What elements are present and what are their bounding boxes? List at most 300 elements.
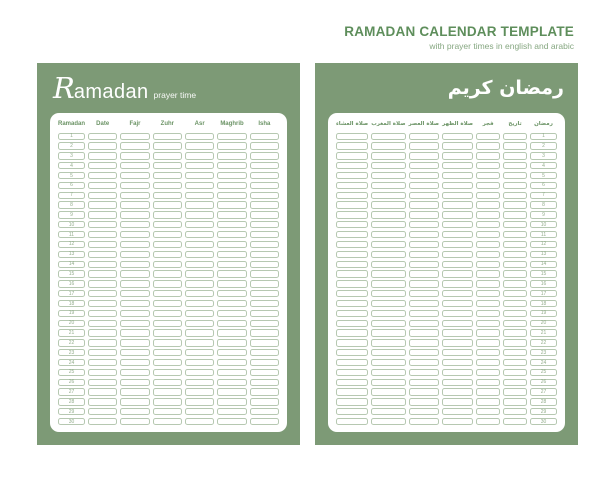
empty-time-cell: [250, 142, 279, 149]
empty-time-cell: [442, 162, 473, 169]
empty-time-cell: [442, 142, 473, 149]
empty-time-cell: [476, 310, 500, 317]
empty-time-cell: [153, 201, 182, 208]
empty-time-cell: [371, 182, 405, 189]
day-number-cell: 13: [530, 251, 557, 258]
empty-time-cell: [442, 133, 473, 140]
empty-time-cell: [185, 388, 214, 395]
empty-time-cell: [503, 261, 527, 268]
empty-time-cell: [250, 133, 279, 140]
empty-time-cell: [217, 142, 246, 149]
column-header: فجر: [482, 121, 494, 127]
empty-time-cell: [153, 369, 182, 376]
empty-time-cell: [153, 241, 182, 248]
empty-time-cell: [217, 133, 246, 140]
empty-time-cell: [409, 162, 440, 169]
empty-time-cell: [503, 300, 527, 307]
empty-time-cell: [476, 192, 500, 199]
empty-time-cell: [153, 349, 182, 356]
empty-time-cell: [371, 300, 405, 307]
empty-time-cell: [153, 398, 182, 405]
page-header: [344, 24, 574, 51]
empty-time-cell: [476, 398, 500, 405]
day-number-cell: 15: [530, 270, 557, 277]
empty-time-cell: [250, 182, 279, 189]
english-page-title: [53, 71, 197, 105]
empty-time-cell: [371, 349, 405, 356]
empty-time-cell: [153, 133, 182, 140]
empty-time-cell: [476, 349, 500, 356]
empty-time-cell: [185, 270, 214, 277]
day-number-cell: 6: [530, 182, 557, 189]
empty-time-cell: [153, 142, 182, 149]
empty-time-cell: [88, 251, 117, 258]
column-header: صلاة العشاء: [336, 121, 369, 127]
empty-time-cell: [88, 142, 117, 149]
day-number-cell: 12: [58, 241, 85, 248]
day-number-cell: 27: [530, 388, 557, 395]
empty-time-cell: [88, 182, 117, 189]
empty-time-cell: [88, 133, 117, 140]
empty-time-cell: [503, 359, 527, 366]
empty-time-cell: [476, 379, 500, 386]
empty-time-cell: [409, 339, 440, 346]
empty-time-cell: [442, 221, 473, 228]
empty-time-cell: [503, 398, 527, 405]
empty-time-cell: [217, 339, 246, 346]
day-number-cell: 26: [530, 379, 557, 386]
empty-time-cell: [371, 418, 405, 425]
day-number-cell: 1: [58, 133, 85, 140]
empty-time-cell: [185, 221, 214, 228]
empty-time-cell: [185, 339, 214, 346]
day-number-cell: 21: [530, 329, 557, 336]
day-number-cell: 2: [58, 142, 85, 149]
day-number-cell: 12: [530, 241, 557, 248]
empty-time-cell: [153, 379, 182, 386]
empty-time-cell: [442, 290, 473, 297]
empty-time-cell: [476, 369, 500, 376]
day-number-cell: 25: [530, 369, 557, 376]
empty-time-cell: [120, 349, 149, 356]
empty-time-cell: [371, 369, 405, 376]
empty-time-cell: [88, 379, 117, 386]
empty-time-cell: [120, 201, 149, 208]
title-rest: amadan: [73, 81, 149, 103]
empty-time-cell: [336, 201, 368, 208]
empty-time-cell: [153, 211, 182, 218]
empty-time-cell: [88, 320, 117, 327]
empty-time-cell: [250, 379, 279, 386]
empty-time-cell: [250, 152, 279, 159]
empty-time-cell: [250, 192, 279, 199]
empty-time-cell: [409, 300, 440, 307]
empty-time-cell: [476, 339, 500, 346]
empty-time-cell: [476, 329, 500, 336]
empty-time-cell: [371, 241, 405, 248]
empty-time-cell: [409, 211, 440, 218]
empty-time-cell: [371, 379, 405, 386]
day-number-cell: 6: [58, 182, 85, 189]
empty-time-cell: [371, 408, 405, 415]
empty-time-cell: [503, 152, 527, 159]
empty-time-cell: [217, 369, 246, 376]
column-header: رمضان: [534, 121, 553, 127]
empty-time-cell: [476, 261, 500, 268]
day-number-cell: 2: [530, 142, 557, 149]
empty-time-cell: [217, 172, 246, 179]
english-table-card: [50, 113, 287, 432]
day-number-cell: 29: [530, 408, 557, 415]
empty-time-cell: [371, 152, 405, 159]
empty-time-cell: [120, 369, 149, 376]
empty-time-cell: [503, 142, 527, 149]
empty-time-cell: [371, 133, 405, 140]
empty-time-cell: [336, 349, 368, 356]
empty-time-cell: [476, 211, 500, 218]
empty-time-cell: [185, 329, 214, 336]
empty-time-cell: [503, 162, 527, 169]
empty-time-cell: [185, 241, 214, 248]
empty-time-cell: [476, 182, 500, 189]
empty-time-cell: [153, 261, 182, 268]
empty-time-cell: [442, 231, 473, 238]
empty-time-cell: [503, 280, 527, 287]
empty-time-cell: [120, 408, 149, 415]
empty-time-cell: [503, 349, 527, 356]
empty-time-cell: [442, 280, 473, 287]
column-header: Fajr: [129, 121, 141, 127]
empty-time-cell: [336, 133, 368, 140]
english-page-subtitle: prayer time: [153, 90, 197, 100]
column-header: Maghrib: [220, 121, 244, 127]
empty-time-cell: [409, 369, 440, 376]
empty-time-cell: [476, 133, 500, 140]
empty-time-cell: [442, 320, 473, 327]
empty-time-cell: [336, 290, 368, 297]
empty-time-cell: [409, 133, 440, 140]
empty-time-cell: [217, 280, 246, 287]
empty-time-cell: [371, 201, 405, 208]
empty-time-cell: [336, 329, 368, 336]
empty-time-cell: [503, 201, 527, 208]
empty-time-cell: [336, 211, 368, 218]
empty-time-cell: [409, 241, 440, 248]
empty-time-cell: [153, 339, 182, 346]
empty-time-cell: [185, 349, 214, 356]
empty-time-cell: [153, 310, 182, 317]
empty-time-cell: [371, 142, 405, 149]
empty-time-cell: [409, 201, 440, 208]
day-number-cell: 25: [58, 369, 85, 376]
empty-time-cell: [250, 329, 279, 336]
empty-time-cell: [371, 261, 405, 268]
empty-time-cell: [503, 270, 527, 277]
day-number-cell: 8: [530, 201, 557, 208]
empty-time-cell: [185, 172, 214, 179]
column-header: Date: [96, 121, 110, 127]
day-number-cell: 5: [530, 172, 557, 179]
empty-time-cell: [409, 349, 440, 356]
empty-time-cell: [88, 329, 117, 336]
day-number-cell: 21: [58, 329, 85, 336]
empty-time-cell: [185, 142, 214, 149]
empty-time-cell: [217, 270, 246, 277]
empty-time-cell: [153, 280, 182, 287]
empty-time-cell: [442, 349, 473, 356]
empty-time-cell: [185, 192, 214, 199]
day-number-cell: 13: [58, 251, 85, 258]
empty-time-cell: [120, 300, 149, 307]
day-number-cell: 4: [530, 162, 557, 169]
day-number-cell: 23: [530, 349, 557, 356]
empty-time-cell: [371, 398, 405, 405]
empty-time-cell: [185, 290, 214, 297]
day-number-cell: 10: [58, 221, 85, 228]
empty-time-cell: [153, 359, 182, 366]
empty-time-cell: [442, 359, 473, 366]
empty-time-cell: [217, 152, 246, 159]
day-number-cell: 1: [530, 133, 557, 140]
empty-time-cell: [250, 270, 279, 277]
empty-time-cell: [336, 359, 368, 366]
empty-time-cell: [409, 142, 440, 149]
empty-time-cell: [153, 388, 182, 395]
day-number-cell: 16: [530, 280, 557, 287]
empty-time-cell: [336, 251, 368, 258]
empty-time-cell: [336, 270, 368, 277]
column-header: صلاة الظهر: [442, 121, 474, 127]
empty-time-cell: [153, 162, 182, 169]
empty-time-cell: [250, 172, 279, 179]
empty-time-cell: [336, 192, 368, 199]
day-number-cell: 22: [530, 339, 557, 346]
empty-time-cell: [409, 320, 440, 327]
empty-time-cell: [250, 241, 279, 248]
empty-time-cell: [503, 192, 527, 199]
empty-time-cell: [185, 162, 214, 169]
empty-time-cell: [371, 388, 405, 395]
empty-time-cell: [336, 261, 368, 268]
empty-time-cell: [217, 408, 246, 415]
empty-time-cell: [250, 349, 279, 356]
empty-time-cell: [217, 241, 246, 248]
empty-time-cell: [409, 398, 440, 405]
empty-time-cell: [185, 320, 214, 327]
empty-time-cell: [88, 290, 117, 297]
empty-time-cell: [250, 290, 279, 297]
empty-time-cell: [442, 329, 473, 336]
empty-time-cell: [153, 192, 182, 199]
column-header: Zuhr: [160, 121, 174, 127]
empty-time-cell: [476, 388, 500, 395]
empty-time-cell: [476, 231, 500, 238]
empty-time-cell: [88, 192, 117, 199]
empty-time-cell: [371, 231, 405, 238]
empty-time-cell: [409, 231, 440, 238]
empty-time-cell: [120, 418, 149, 425]
empty-time-cell: [185, 359, 214, 366]
empty-time-cell: [120, 152, 149, 159]
empty-time-cell: [476, 418, 500, 425]
empty-time-cell: [185, 280, 214, 287]
empty-time-cell: [120, 379, 149, 386]
empty-time-cell: [185, 251, 214, 258]
empty-time-cell: [336, 280, 368, 287]
empty-time-cell: [409, 290, 440, 297]
empty-time-cell: [476, 152, 500, 159]
english-prayer-table: [58, 118, 279, 426]
empty-time-cell: [476, 251, 500, 258]
empty-time-cell: [503, 339, 527, 346]
empty-time-cell: [336, 339, 368, 346]
empty-time-cell: [409, 261, 440, 268]
empty-time-cell: [409, 388, 440, 395]
title-initial: R: [53, 71, 75, 105]
empty-time-cell: [442, 339, 473, 346]
arabic-table-card: [328, 113, 565, 432]
empty-time-cell: [476, 359, 500, 366]
day-number-cell: 14: [58, 261, 85, 268]
empty-time-cell: [442, 241, 473, 248]
arabic-prayer-table: [336, 118, 557, 426]
column-header: صلاة العصر: [408, 121, 440, 127]
empty-time-cell: [120, 231, 149, 238]
day-number-cell: 19: [530, 310, 557, 317]
empty-time-cell: [442, 211, 473, 218]
empty-time-cell: [503, 241, 527, 248]
empty-time-cell: [120, 339, 149, 346]
empty-time-cell: [336, 221, 368, 228]
day-number-cell: 7: [530, 192, 557, 199]
day-number-cell: 18: [58, 300, 85, 307]
empty-time-cell: [153, 221, 182, 228]
empty-time-cell: [250, 231, 279, 238]
empty-time-cell: [120, 211, 149, 218]
empty-time-cell: [217, 329, 246, 336]
page-title: RAMADAN CALENDAR TEMPLATE: [344, 24, 574, 39]
column-header: صلاة المغرب: [371, 121, 406, 127]
empty-time-cell: [120, 329, 149, 336]
empty-time-cell: [217, 251, 246, 258]
empty-time-cell: [185, 182, 214, 189]
empty-time-cell: [217, 201, 246, 208]
empty-time-cell: [371, 310, 405, 317]
empty-time-cell: [185, 133, 214, 140]
empty-time-cell: [120, 320, 149, 327]
empty-time-cell: [371, 162, 405, 169]
empty-time-cell: [88, 349, 117, 356]
empty-time-cell: [120, 310, 149, 317]
empty-time-cell: [336, 408, 368, 415]
empty-time-cell: [88, 300, 117, 307]
empty-time-cell: [217, 182, 246, 189]
empty-time-cell: [476, 270, 500, 277]
empty-time-cell: [185, 418, 214, 425]
empty-time-cell: [371, 359, 405, 366]
empty-time-cell: [185, 201, 214, 208]
empty-time-cell: [336, 241, 368, 248]
empty-time-cell: [476, 408, 500, 415]
empty-time-cell: [476, 172, 500, 179]
empty-time-cell: [250, 221, 279, 228]
empty-time-cell: [153, 300, 182, 307]
empty-time-cell: [336, 379, 368, 386]
empty-time-cell: [371, 270, 405, 277]
empty-time-cell: [409, 182, 440, 189]
empty-time-cell: [503, 231, 527, 238]
empty-time-cell: [88, 369, 117, 376]
empty-time-cell: [217, 162, 246, 169]
empty-time-cell: [409, 251, 440, 258]
empty-time-cell: [88, 152, 117, 159]
empty-time-cell: [503, 182, 527, 189]
arabic-page-title: رمضان كريم: [447, 77, 564, 99]
empty-time-cell: [153, 329, 182, 336]
empty-time-cell: [250, 261, 279, 268]
day-number-cell: 11: [530, 231, 557, 238]
empty-time-cell: [250, 369, 279, 376]
day-number-cell: 19: [58, 310, 85, 317]
day-number-cell: 18: [530, 300, 557, 307]
empty-time-cell: [88, 211, 117, 218]
day-number-cell: 9: [58, 211, 85, 218]
empty-time-cell: [185, 379, 214, 386]
day-number-cell: 29: [58, 408, 85, 415]
day-number-cell: 28: [530, 398, 557, 405]
empty-time-cell: [120, 221, 149, 228]
empty-time-cell: [153, 182, 182, 189]
empty-time-cell: [217, 192, 246, 199]
empty-time-cell: [88, 201, 117, 208]
empty-time-cell: [442, 300, 473, 307]
empty-time-cell: [88, 339, 117, 346]
empty-time-cell: [409, 408, 440, 415]
empty-time-cell: [88, 221, 117, 228]
empty-time-cell: [503, 290, 527, 297]
empty-time-cell: [153, 320, 182, 327]
empty-time-cell: [442, 251, 473, 258]
empty-time-cell: [120, 398, 149, 405]
day-number-cell: 30: [530, 418, 557, 425]
column-header: Isha: [258, 121, 271, 127]
day-number-cell: 26: [58, 379, 85, 386]
empty-time-cell: [88, 388, 117, 395]
empty-time-cell: [217, 379, 246, 386]
empty-time-cell: [153, 152, 182, 159]
empty-time-cell: [120, 192, 149, 199]
empty-time-cell: [88, 261, 117, 268]
empty-time-cell: [153, 418, 182, 425]
empty-time-cell: [476, 290, 500, 297]
empty-time-cell: [88, 172, 117, 179]
empty-time-cell: [120, 241, 149, 248]
empty-time-cell: [88, 408, 117, 415]
day-number-cell: 20: [58, 320, 85, 327]
empty-time-cell: [153, 270, 182, 277]
day-number-cell: 16: [58, 280, 85, 287]
empty-time-cell: [217, 320, 246, 327]
empty-time-cell: [503, 251, 527, 258]
empty-time-cell: [88, 280, 117, 287]
empty-time-cell: [336, 300, 368, 307]
empty-time-cell: [476, 320, 500, 327]
empty-time-cell: [250, 320, 279, 327]
empty-time-cell: [185, 398, 214, 405]
empty-time-cell: [476, 221, 500, 228]
empty-time-cell: [217, 231, 246, 238]
empty-time-cell: [88, 241, 117, 248]
